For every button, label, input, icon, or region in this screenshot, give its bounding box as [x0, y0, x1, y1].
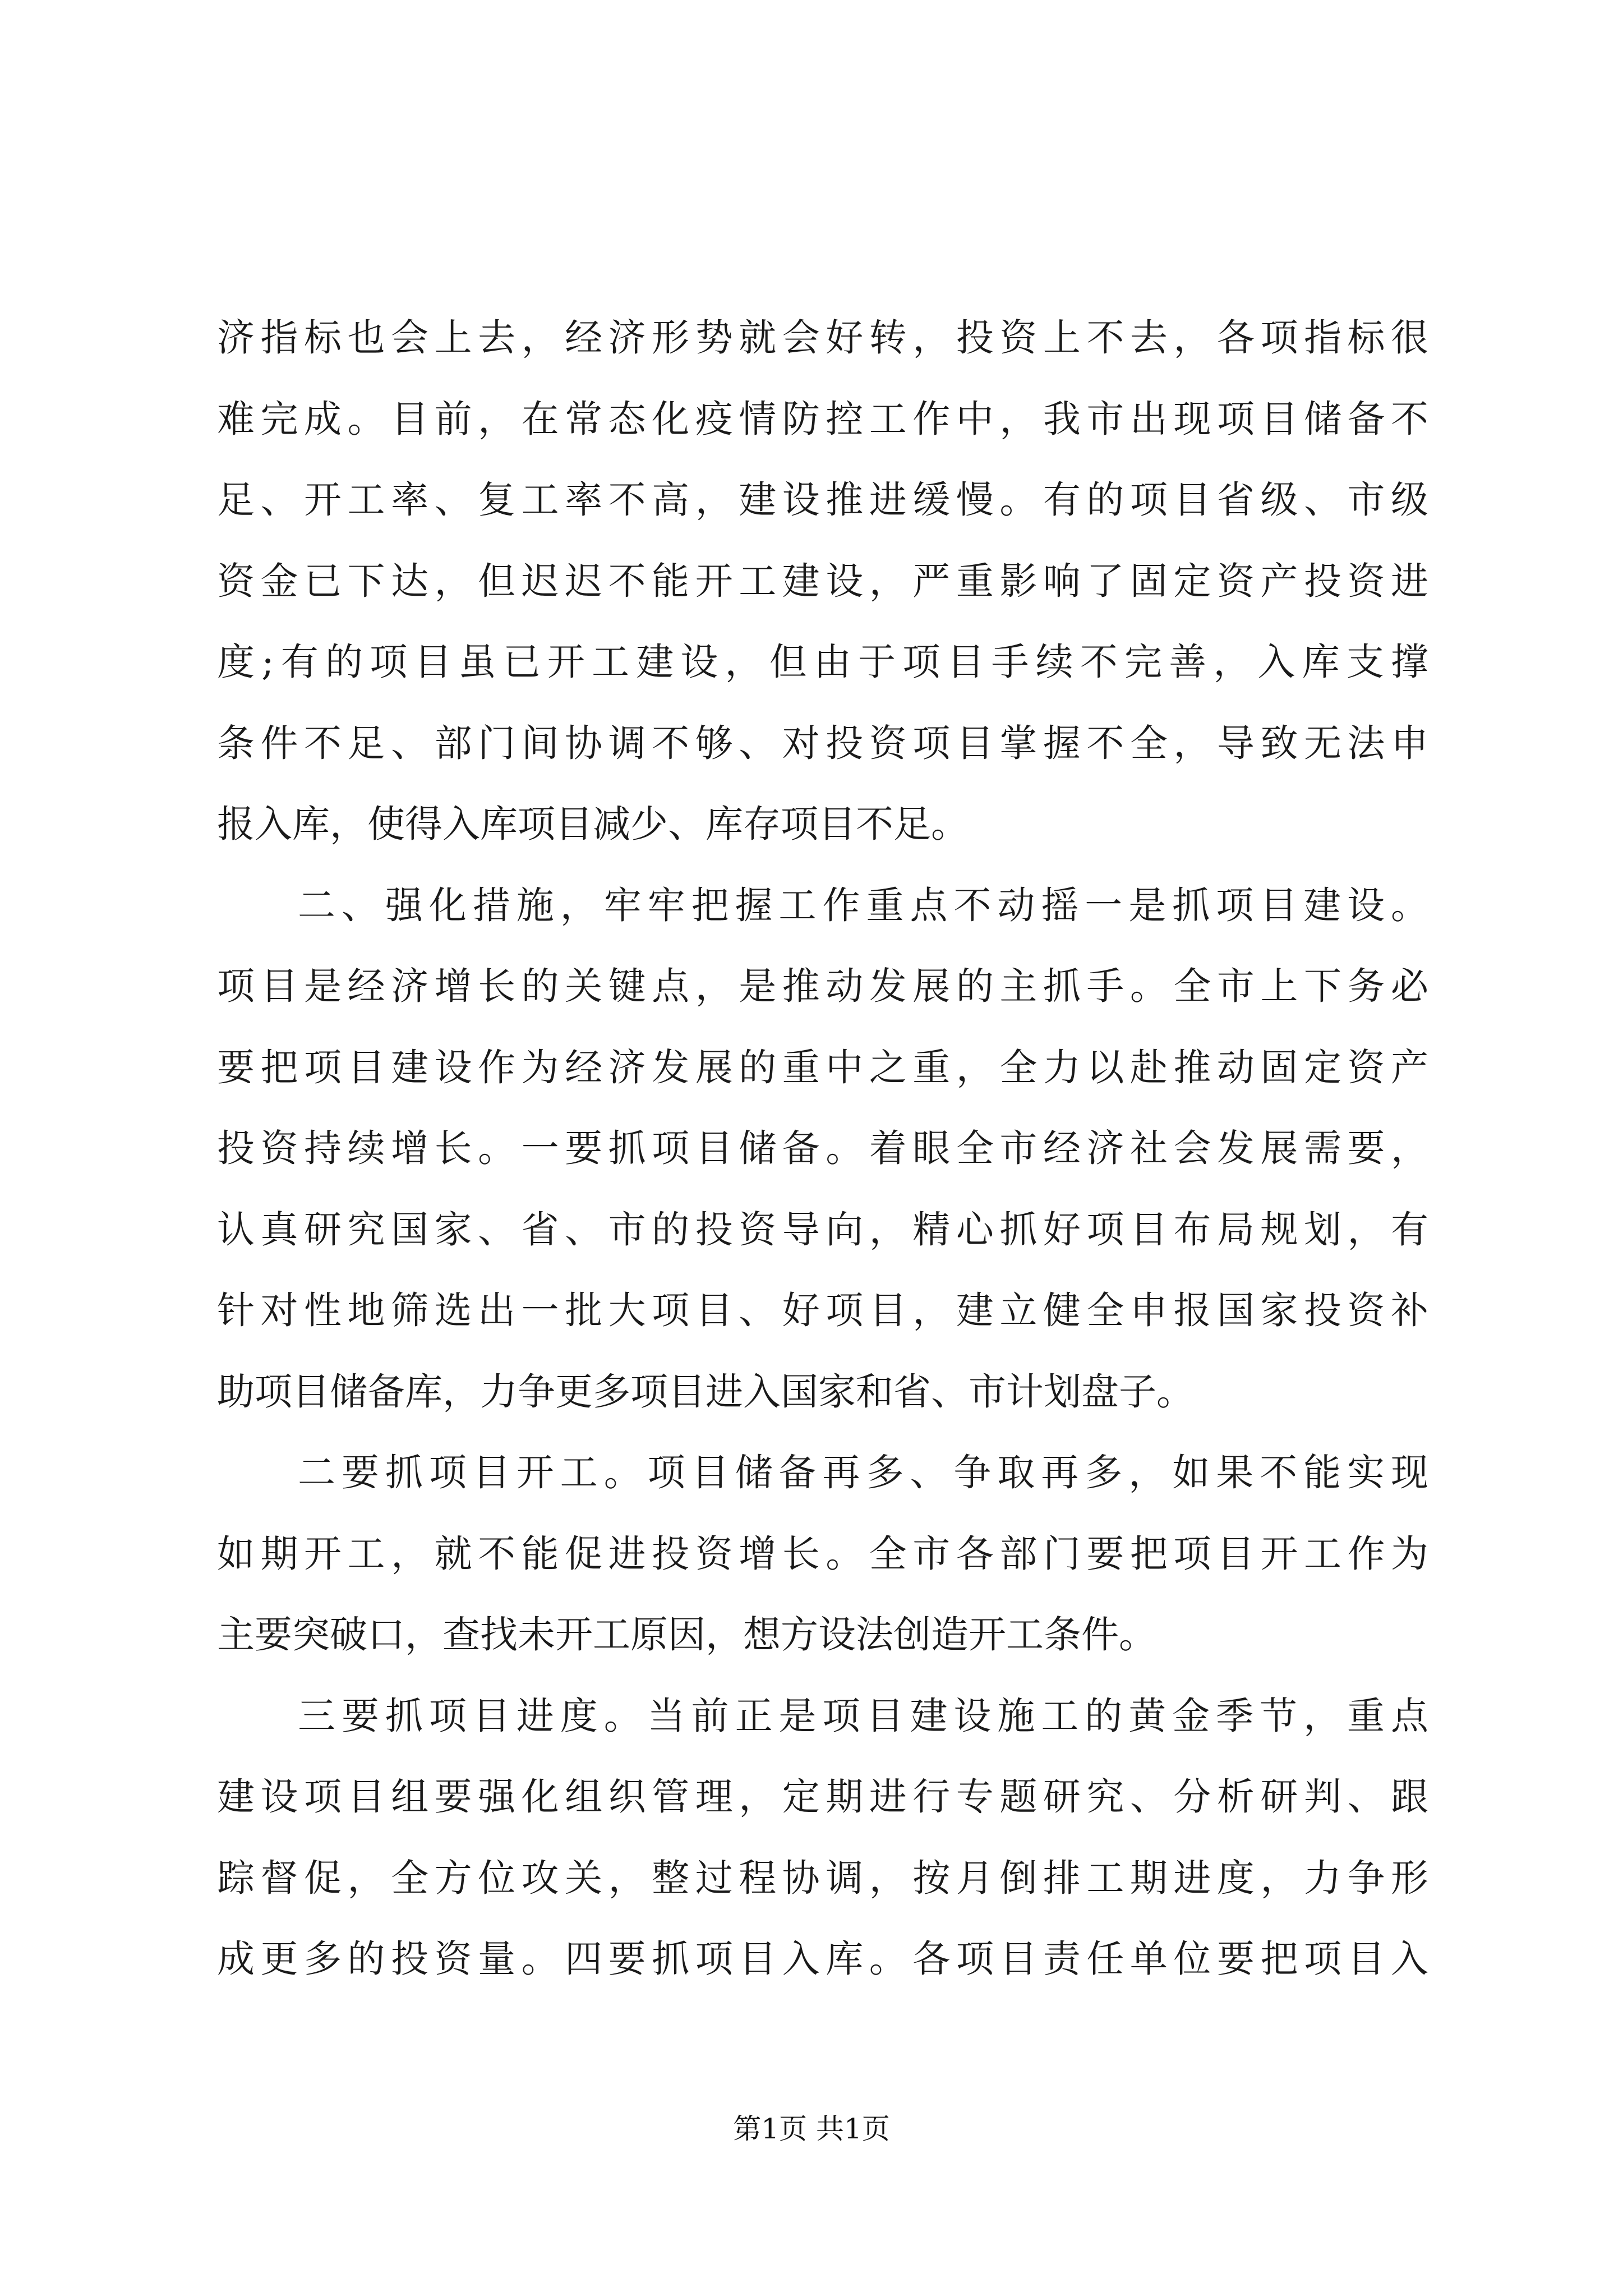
text-line: 主要突破口，查找未开工原因，想方设法创造开工条件。 — [217, 1613, 1156, 1657]
text-line: 针对性地筛选出一批大项目、好项目，建立健全申报国家投资补 — [217, 1289, 1428, 1332]
paragraph-start-line: 二、强化措施，牢牢把握工作重点不动摇一是抓项目建设。 — [298, 883, 1428, 927]
text-line: 条件不足、部门间协调不够、对投资项目掌握不全，导致无法申 — [217, 721, 1428, 765]
text-line: 项目是经济增长的关键点，是推动发展的主抓手。全市上下务必 — [217, 964, 1428, 1008]
paragraph-start-line: 二要抓项目开工。项目储备再多、争取再多，如果不能实现 — [298, 1451, 1428, 1494]
text-line: 踪督促，全方位攻关，整过程协调，按月倒排工期进度，力争形 — [217, 1856, 1428, 1900]
text-line: 助项目储备库，力争更多项目进入国家和省、市计划盘子。 — [217, 1369, 1194, 1414]
text-line: 成更多的投资量。四要抓项目入库。各项目责任单位要把项目入 — [217, 1937, 1428, 1981]
text-line: 济指标也会上去，经济形势就会好转，投资上不去，各项指标很 — [217, 316, 1428, 360]
text-line: 度;有的项目虽已开工建设，但由于项目手续不完善，入库支撑 — [217, 640, 1428, 684]
text-line: 认真研究国家、省、市的投资导向，精心抓好项目布局规划，有 — [217, 1207, 1428, 1251]
text-line: 如期开工，就不能促进投资增长。全市各部门要把项目开工作为 — [217, 1531, 1428, 1576]
text-line: 难完成。目前，在常态化疫情防控工作中，我市出现项目储备不 — [217, 397, 1428, 441]
page-footer: 第1页 共1页 — [733, 2113, 890, 2145]
text-line: 足、开工率、复工率不高，建设推进缓慢。有的项目省级、市级 — [217, 478, 1428, 522]
paragraph-start-line: 三要抓项目进度。当前正是项目建设施工的黄金季节，重点 — [298, 1694, 1428, 1738]
text-line: 建设项目组要强化组织管理，定期进行专题研究、分析研判、跟 — [217, 1775, 1428, 1819]
text-line: 报入库，使得入库项目减少、库存项目不足。 — [217, 802, 969, 846]
text-line: 资金已下达，但迟迟不能开工建设，严重影响了固定资产投资进 — [217, 559, 1428, 603]
text-line: 要把项目建设作为经济发展的重中之重，全力以赴推动固定资产 — [217, 1045, 1428, 1089]
text-line: 投资持续增长。一要抓项目储备。着眼全市经济社会发展需要， — [217, 1126, 1428, 1170]
document-body — [217, 297, 1428, 2000]
